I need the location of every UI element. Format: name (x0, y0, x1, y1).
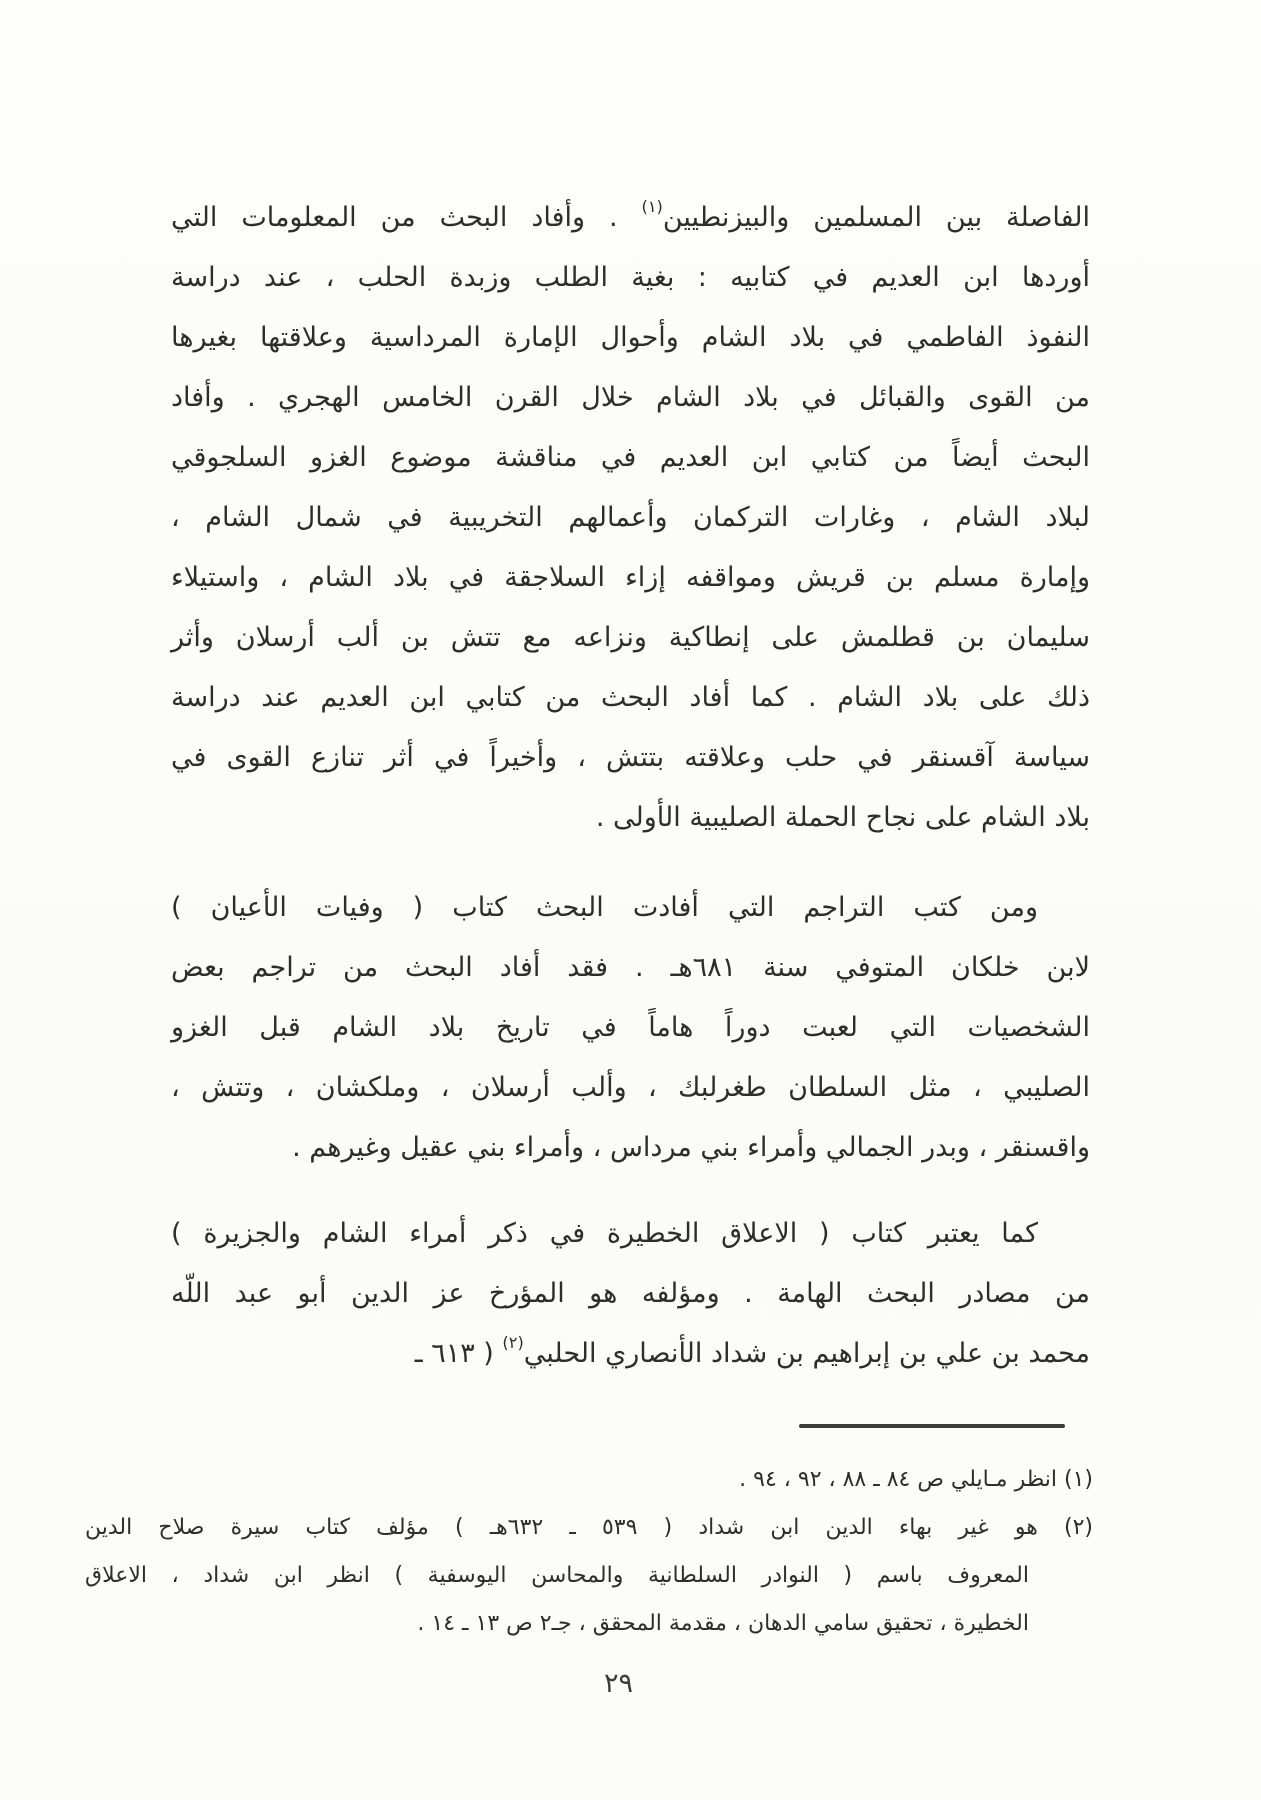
page-number: ٢٩ (603, 1668, 633, 1699)
text-line (171, 1324, 1090, 1384)
footnote-2-line: المعروف باسم ( النوادر السلطانية والمحاسن اليوسفية ) انظر ابن شداد ، الاعلاق (85, 1563, 1029, 1588)
text-line: الشخصيات التي لعبت دوراً هاماً في تاريخ بلاد الشام قبل الغزو (171, 1012, 1090, 1043)
footnote-ref-1: (١) (641, 197, 663, 216)
text-line: كما يعتبر كتاب ( الاعلاق الخطيرة في ذكر أمراء الشام والجزيرة ) (171, 1218, 1038, 1249)
paragraph-3 (171, 1204, 1090, 1384)
text-line: ذلك على بلاد الشام . كما أفاد البحث من كتابي ابن العديم عند دراسة (171, 682, 1090, 713)
paragraph-1 (171, 188, 1090, 848)
footnotes-block (85, 1456, 1093, 1648)
footnote-separator-rule (799, 1424, 1065, 1428)
footnote-2-line: الخطيرة ، تحقيق سامي الدهان ، مقدمة المحقق ، جـ٢ ص ١٣ ـ ١٤ . (417, 1611, 1029, 1636)
text-line: من مصادر البحث الهامة . ومؤلفه هو المؤرخ عز الدين أبو عبد اللّه (171, 1278, 1090, 1309)
text-line: النفوذ الفاطمي في بلاد الشام وأحوال الإمارة المرداسية وعلاقتها بغيرها (171, 322, 1090, 353)
text-line: واقسنقر ، وبدر الجمالي وأمراء بني مرداس ، وأمراء بني عقيل وغيرهم . (292, 1132, 1090, 1163)
text-line: لابن خلكان المتوفي سنة ٦٨١هـ . فقد أفاد البحث من تراجم بعض (171, 952, 1090, 983)
main-text-block (171, 188, 1090, 1384)
footnote-2-line: (٢) هو غير بهاء الدين ابن شداد ( ٥٣٩ ـ ٦٣٢هـ ) مؤلف كتاب سيرة صلاح الدين (85, 1515, 1093, 1540)
text-segment: ( ٦١٣ ـ (414, 1338, 503, 1369)
text-line: سياسة آقسنقر في حلب وعلاقته بتتش ، وأخيراً في أثر تنازع القوى في (171, 742, 1090, 773)
text-line: البحث أيضاً من كتابي ابن العديم في مناقشة موضوع الغزو السلجوقي (171, 442, 1090, 473)
text-line: الصليبي ، مثل السلطان طغرلبك ، وألب أرسلان ، وملكشان ، وتتش ، (171, 1072, 1090, 1103)
text-segment: محمد بن علي بن إبراهيم بن شداد الأنصاري الحلبي (523, 1338, 1090, 1369)
paragraph-2 (171, 878, 1090, 1178)
text-line: ومن كتب التراجم التي أفادت البحث كتاب ( وفيات الأعيان ) (171, 892, 1038, 923)
text-line: لبلاد الشام ، وغارات التركمان وأعمالهم التخريبية في شمال الشام ، (171, 502, 1090, 533)
text-line: وإمارة مسلم بن قريش ومواقفه إزاء السلاجقة في بلاد الشام ، واستيلاء (171, 562, 1090, 593)
text-line (171, 188, 1090, 248)
footnote-ref-2: (٢) (502, 1333, 524, 1352)
footnote-1-line: (١) انظر مـايلي ص ٨٤ ـ ٨٨ ، ٩٢ ، ٩٤ . (739, 1467, 1093, 1492)
text-segment: الفاصلة بين المسلمين والبيزنطيين (662, 202, 1090, 233)
text-segment: . وأفاد البحث من المعلومات التي (171, 202, 642, 233)
text-line: بلاد الشام على نجاح الحملة الصليبية الأولى . (595, 802, 1090, 833)
text-line: سليمان بن قطلمش على إنطاكية ونزاعه مع تتش بن ألب أرسلان وأثر (171, 622, 1090, 653)
text-line: أوردها ابن العديم في كتابيه : بغية الطلب وزبدة الحلب ، عند دراسة (171, 262, 1090, 293)
text-line: من القوى والقبائل في بلاد الشام خلال القرن الخامس الهجري . وأفاد (171, 382, 1090, 413)
